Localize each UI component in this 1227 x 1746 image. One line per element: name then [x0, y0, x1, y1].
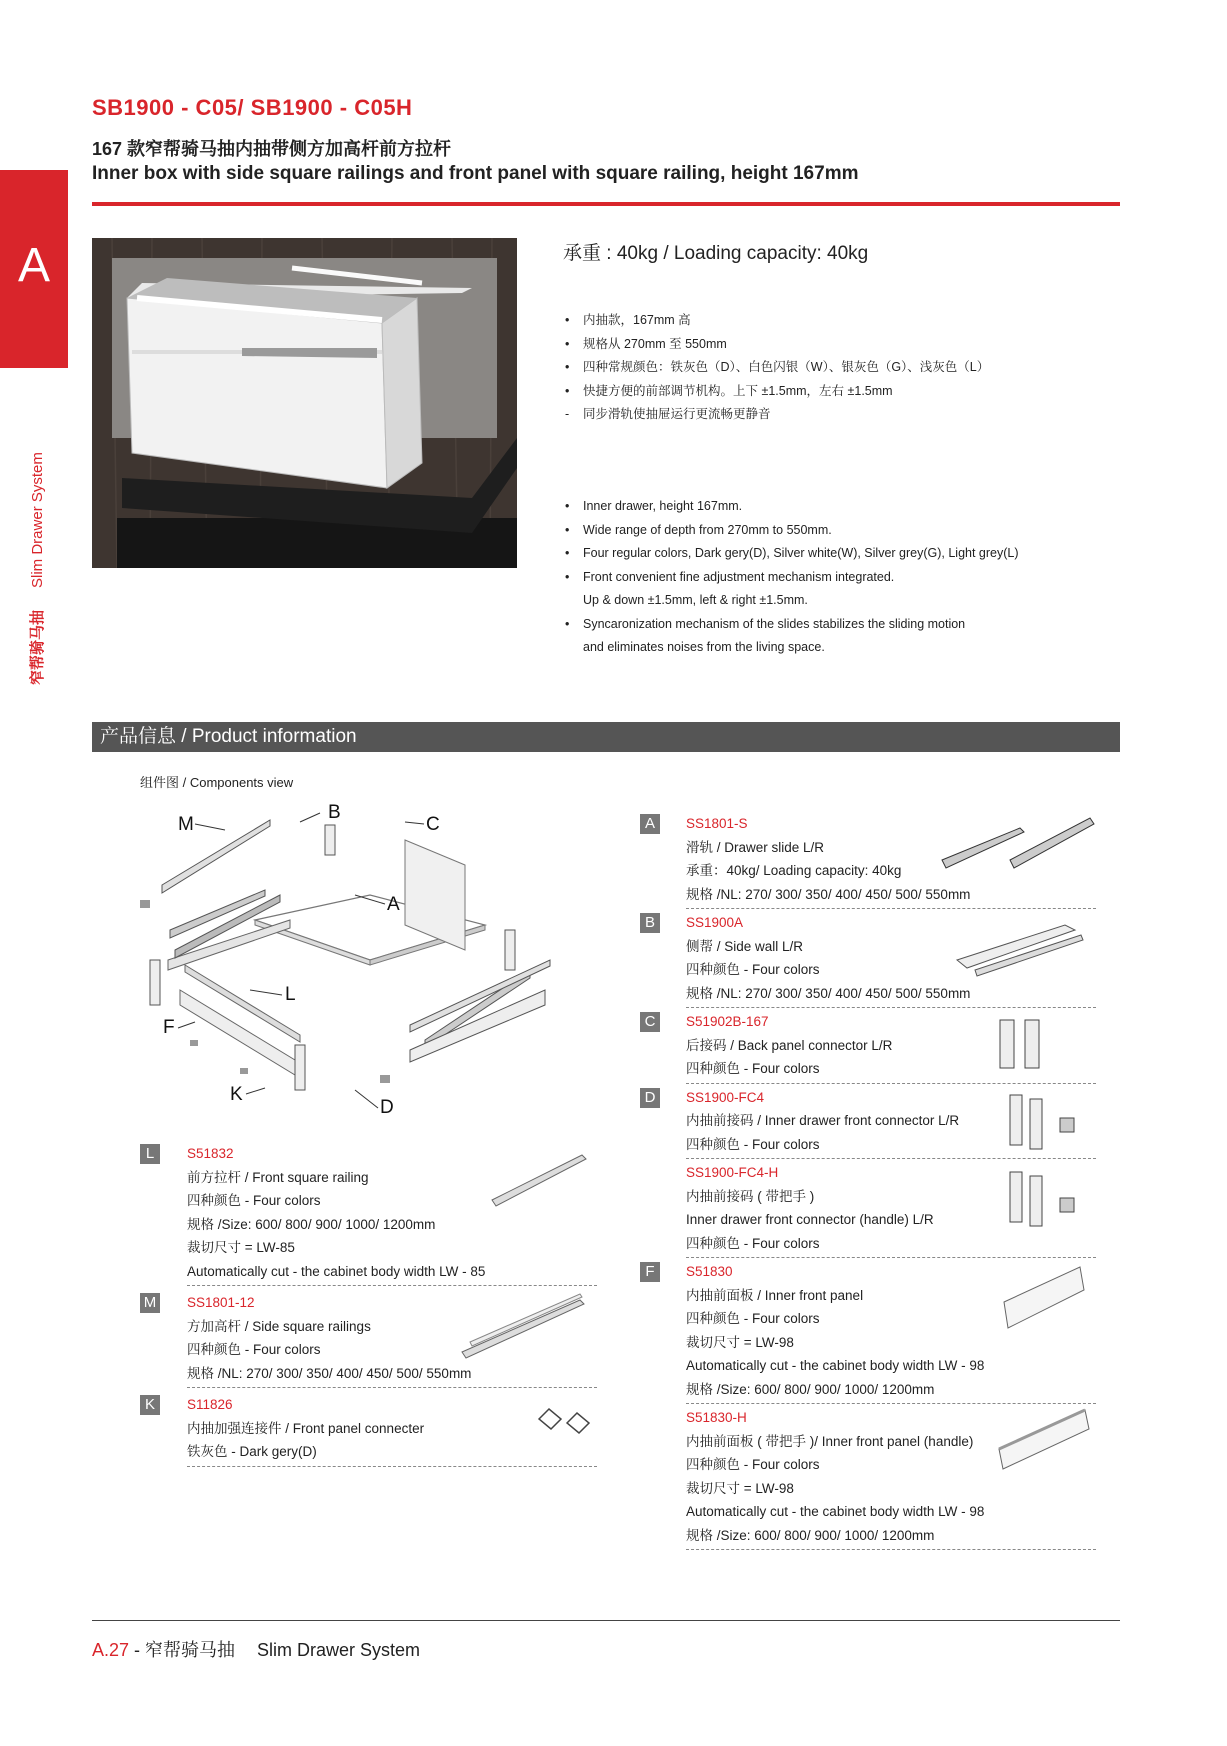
thumb-back-connector — [995, 1015, 1055, 1075]
component-detail: 规格 /NL: 270/ 300/ 350/ 400/ 450/ 500/ 550mm — [686, 985, 971, 1001]
diagram-label-l: L — [285, 984, 296, 1005]
component-detail: 规格 /Size: 600/ 800/ 900/ 1000/ 1200mm — [686, 1527, 935, 1543]
component-detail: 侧帮 / Side wall L/R — [686, 938, 804, 954]
thumb-inner-front-panel-handle — [995, 1405, 1095, 1475]
diagram-label-k: K — [230, 1084, 243, 1105]
component-code: SS1801-12 — [187, 1295, 255, 1310]
component-detail: 内抽前接码 ( 带把手 ) — [686, 1188, 815, 1204]
item-divider — [187, 1466, 597, 1467]
component-detail: Automatically cut - the cabinet body width LW - 85 — [187, 1263, 486, 1279]
features-english — [563, 495, 1019, 660]
component-detail: 四种颜色 - Four colors — [686, 1457, 820, 1472]
component-detail: 规格 /Size: 600/ 800/ 900/ 1000/ 1200mm — [686, 1381, 935, 1397]
item-divider — [686, 1083, 1096, 1084]
section-band: 产品信息 / Product information — [92, 722, 1120, 752]
component-detail: 前方拉杆 / Front square railing — [187, 1169, 369, 1185]
feature-en-line: • Front convenient fine adjustment mechanism integrated. — [563, 566, 1019, 590]
components-diagram — [140, 800, 600, 1120]
section-tab — [0, 170, 68, 368]
component-detail: Automatically cut - the cabinet body width LW - 98 — [686, 1504, 985, 1519]
footer — [92, 1636, 420, 1662]
component-detail: 四种颜色 - Four colors — [686, 1136, 820, 1152]
feature-cn-item: • 四种常规颜色：铁灰色（D）、白色闪银（W）、银灰色（G）、浅灰色（L） — [563, 356, 989, 380]
thumb-drawer-slide — [940, 810, 1100, 880]
loading-capacity: 承重 : 40kg / Loading capacity: 40kg — [563, 243, 869, 264]
footer-en: Slim Drawer System — [257, 1640, 421, 1660]
item-letter: M — [140, 1293, 160, 1313]
component-detail: 内抽加强连接件 / Front panel connecter — [187, 1420, 425, 1436]
item-letter: C — [640, 1012, 660, 1032]
diagram-label-m: M — [178, 814, 194, 835]
features-chinese — [563, 309, 989, 427]
component-detail: 规格 /NL: 270/ 300/ 350/ 400/ 450/ 500/ 550mm — [686, 886, 971, 902]
component-detail: 规格 /Size: 600/ 800/ 900/ 1000/ 1200mm — [187, 1216, 436, 1232]
component-code: SS1900-FC4-H — [686, 1165, 779, 1180]
component-detail: 四种颜色 - Four colors — [686, 1311, 820, 1326]
feature-en-line: and eliminates noises from the living space. — [583, 640, 825, 654]
title-chinese: 167 款窄帮骑马抽内抽带侧方加高杆前方拉杆 — [92, 139, 452, 159]
feature-en-line: • Inner drawer, height 167mm. — [563, 495, 1019, 519]
component-detail: 内抽前面板 / Inner front panel — [686, 1287, 864, 1303]
item-divider — [686, 1007, 1096, 1008]
section-tab-letter: A — [17, 239, 50, 292]
component-code: S51832 — [187, 1146, 234, 1161]
item-divider — [686, 1403, 1096, 1404]
side-label-cn: 窄帮骑马抽 — [29, 609, 46, 685]
feature-en-line: Up & down ±1.5mm, left & right ±1.5mm. — [583, 593, 808, 607]
component-code: S51902B-167 — [686, 1014, 769, 1029]
thumb-front-connector — [1005, 1093, 1095, 1153]
diagram-label-f: F — [163, 1017, 175, 1038]
component-code: SS1900-FC4 — [686, 1089, 765, 1105]
item-letter: L — [140, 1144, 160, 1164]
component-detail: 裁切尺寸 = LW-98 — [686, 1480, 794, 1496]
footer-divider — [92, 1620, 1120, 1621]
component-detail: 后接码 / Back panel connector L/R — [686, 1037, 893, 1053]
component-detail: 内抽前面板 ( 带把手 )/ Inner front panel (handle) — [686, 1433, 974, 1449]
component-detail: 滑轨 / Drawer slide L/R — [686, 839, 825, 855]
component-detail: 裁切尺寸 = LW-98 — [686, 1334, 794, 1350]
component-code: SS1900A — [686, 915, 744, 930]
page-number: A.27 — [92, 1640, 130, 1660]
item-divider — [686, 1257, 1096, 1258]
component-code: S11826 — [187, 1397, 233, 1412]
component-detail: 四种颜色 - Four colors — [686, 962, 820, 977]
item-divider — [187, 1387, 597, 1388]
feature-cn-item: • 内抽款，167mm 高 — [563, 309, 989, 333]
feature-en-line: • Four regular colors, Dark gery(D), Silver white(W), Silver grey(G), Light grey(L) — [563, 542, 1019, 566]
item-letter: A — [640, 814, 660, 834]
feature-cn-item: - 同步滑轨使抽屉运行更流畅更静音 — [563, 403, 989, 427]
item-divider — [686, 1549, 1096, 1550]
thumb-front-connector-handle — [1005, 1170, 1095, 1230]
header-divider — [92, 202, 1120, 206]
item-letter: F — [640, 1262, 660, 1282]
component-detail: Automatically cut - the cabinet body width LW - 98 — [686, 1358, 985, 1373]
component-detail: 裁切尺寸 = LW-85 — [187, 1240, 295, 1255]
item-letter: B — [640, 913, 660, 933]
item-divider — [187, 1285, 597, 1286]
component-detail: 四种颜色 - Four colors — [686, 1061, 820, 1076]
components-title: 组件图 / Components view — [140, 775, 294, 790]
component-detail: 四种颜色 - Four colors — [187, 1193, 321, 1208]
component-detail: 方加高杆 / Side square railings — [187, 1318, 371, 1334]
title-english: Inner box with side square railings and front panel with square railing, height 167mm — [92, 163, 859, 184]
component-detail: 规格 /NL: 270/ 300/ 350/ 400/ 450/ 500/ 550mm — [187, 1365, 472, 1381]
product-photo — [92, 238, 517, 568]
footer-cn: 窄帮骑马抽 — [145, 1640, 236, 1660]
thumb-side-wall — [955, 920, 1085, 980]
feature-en-line: • Syncaronization mechanism of the slides stabilizes the sliding motion — [563, 613, 1019, 637]
diagram-label-c: C — [426, 814, 440, 835]
feature-cn-item: • 规格从 270mm 至 550mm — [563, 333, 989, 357]
component-code: S51830-H — [686, 1410, 747, 1425]
component-detail: Inner drawer front connector (handle) L/R — [686, 1212, 934, 1227]
side-label-en: Slim Drawer System — [29, 452, 46, 588]
thumb-panel-connecter — [535, 1405, 595, 1435]
component-detail: 四种颜色 - Four colors — [187, 1342, 321, 1357]
diagram-label-a: A — [387, 894, 400, 915]
thumb-inner-front-panel — [1000, 1262, 1090, 1332]
item-divider — [686, 1158, 1096, 1159]
item-letter: D — [640, 1088, 660, 1108]
item-letter: K — [140, 1395, 160, 1415]
item-divider — [686, 908, 1096, 909]
footer-separator: - — [129, 1640, 146, 1660]
thumb-front-railing — [490, 1150, 590, 1210]
product-code: SB1900 - C05/ SB1900 - C05H — [92, 95, 413, 120]
feature-cn-item: • 快捷方便的前部调节机构。上下 ±1.5mm，左右 ±1.5mm — [563, 380, 989, 404]
component-code: S51830 — [686, 1264, 733, 1279]
component-detail: 铁灰色 - Dark gery(D) — [187, 1444, 317, 1459]
diagram-label-b: B — [328, 802, 341, 823]
component-detail: 内抽前接码 / Inner drawer front connector L/R — [686, 1113, 960, 1128]
side-label — [26, 395, 48, 685]
feature-en-line: • Wide range of depth from 270mm to 550mm. — [563, 519, 1019, 543]
diagram-label-d: D — [380, 1097, 394, 1118]
component-detail: 四种颜色 - Four colors — [686, 1235, 820, 1251]
thumb-side-railings — [460, 1292, 590, 1362]
component-code: SS1801-S — [686, 816, 748, 831]
component-detail: 承重：40kg/ Loading capacity: 40kg — [686, 863, 902, 878]
